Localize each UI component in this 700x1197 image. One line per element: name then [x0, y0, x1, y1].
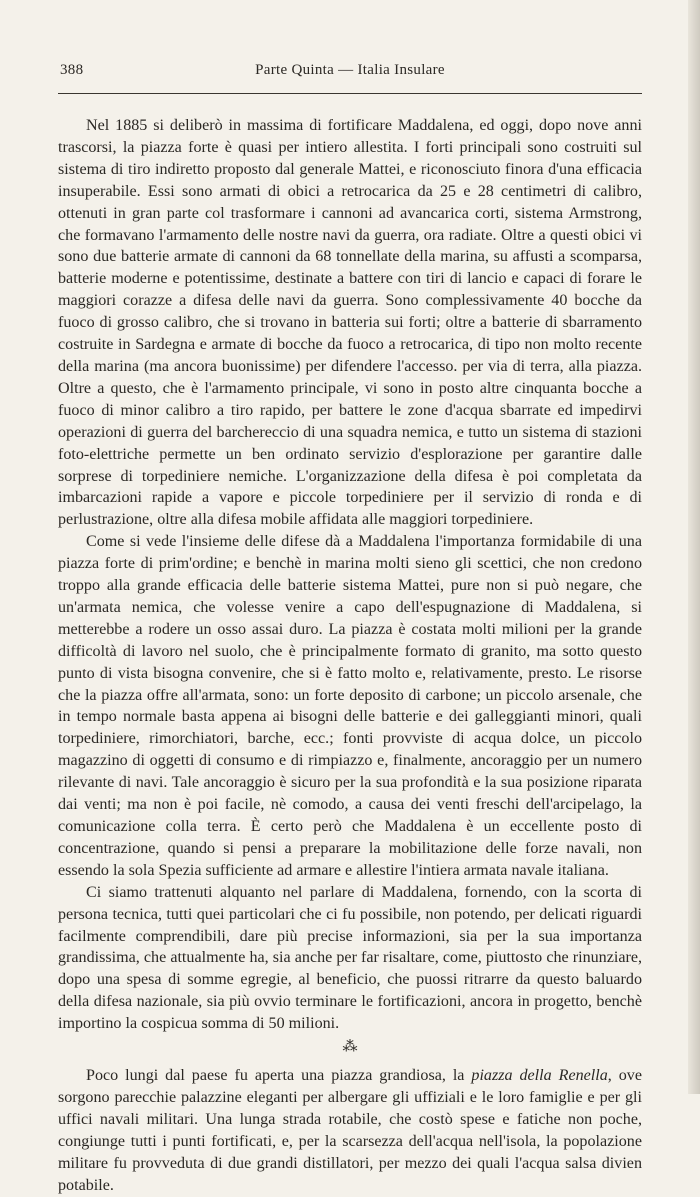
- paragraph-renella: [58, 1065, 642, 1196]
- page-edge-shadow: [688, 0, 700, 1094]
- paragraph-fortifications: Nel 1885 si deliberò in massima di fortificare Maddalena, ed oggi, dopo nove anni trascorsi, la piazza forte è quasi per intiero allestita. I forti principali sono costruiti sul sistema di tiro indiretto proposto dal generale Mattei, e riconosciuto finora d'una efficacia insuperabile. Essi sono armati di obici a retrocarica da 25 e 28 centimetri di calibro, ottenuti in gran parte col trasformare i cannoni ad avancarica corti, sistema Armstrong, che formavano l'armamento delle nostre navi da guerra, ora radiate. Oltre a questi obici vi sono due batterie armate di cannoni da 68 tonnellate della marina, su affusti a scomparsa, batterie moderne e potentissime, destinate a battere con tiri di lancio e capaci di forare le maggiori corazze a difesa delle navi da guerra. Sono complessivamente 40 bocche da fuoco di grosso calibro, che si trovano in batteria sui forti; oltre a batterie di sbarramento costruite in Sardegna e armate di bocche da fuoco a retrocarica, di tipo non molto recente della marina (ma ancora buonissime) per difendere l'accesso. per via di terra, alla piazza. Oltre a questo, che è l'armamento principale, vi sono in posto altre cinquanta bocche a fuoco di minor calibro a tiro rapido, per battere le zone d'acqua sbarrate ed impedirvi operazioni di guerra del barchereccio di una squadra nemica, e tutto un sistema di stazioni foto-elettriche permette un ben ordinato servizio d'esplorazione per garantire dalle sorprese di torpediniere nemiche. L'organizzazione della difesa è poi completata da imbarcazioni rapide a vapore e piccole torpediniere per il servizio di ronda e di perlustrazione, oltre alla difesa mobile affidata alle maggiori torpediniere.: [58, 117, 642, 529]
- renella-italic: piazza della Renella: [471, 1067, 608, 1085]
- page-number: 388: [60, 62, 84, 78]
- paragraph-details: Ci siamo trattenuti alquanto nel parlare di Maddalena, fornendo, con la scorta di persona tecnica, tutti quei particolari che ci fu possibile, non potendo, per delicati riguardi facilmente comprendibili, dare più precise informazioni, sia per la sua importanza grandissima, che attualmente ha, sia anche per far risaltare, come, piuttosto che rinunziare, dopo una spesa di somme egregie, al beneficio, che puossi ritrarre da questo baluardo della difesa nazionale, sia più ovvio terminare le fortificazioni, ancora in progetto, benchè importino la cospicua somma di 50 milioni.: [58, 883, 642, 1033]
- running-head: Parte Quinta — Italia Insulare: [255, 62, 445, 78]
- section-separator: ⁂: [342, 1039, 358, 1056]
- header-rule: [58, 93, 642, 94]
- page-header: [60, 62, 640, 86]
- renella-text-before: Poco lungi dal paese fu aperta una piazza grandiosa, la: [86, 1067, 472, 1085]
- renella-text-after: , ove sorgono parecchie palazzine eleganti per albergare gli uffiziali e le loro famiglie e per gli uffici navali militari. Una lunga strada rotabile, che costò spese e fatiche non poche, congiunge tutti i punti fortificati, e, per la scarsezza dell'acqua nell'isola, la popolazione militare fu provveduta di due grandi distillatori, per mezzo dei quali l'acqua salsa divien potabile.: [58, 1067, 642, 1194]
- page-body: [58, 115, 642, 1197]
- paragraph-defenses: Come si vede l'insieme delle difese dà a Maddalena l'importanza formidabile di una piazza forte di prim'ordine; e benchè in marina molti sieno gli scettici, che non credono troppo alla grande efficacia delle batterie sistema Mattei, pure non si può negare, che un'armata nemica, che volesse venire a capo dell'espugnazione di Maddalena, si metterebbe a rodere un osso assai duro. La piazza è costata molti milioni per la grande difficoltà di lavoro nel suolo, che è principalmente formato di granito, ma sotto questo punto di vista bisogna convenire, che si è fatto molto e, relativamente, presto. Le risorse che la piazza offre all'armata, sono: un forte deposito di carbone; un piccolo arsenale, che in tempo normale basta appena ai bisogni delle batterie e dei galleggianti minori, quali torpediniere, rimorchiatori, barche, ecc.; fonti provviste di acqua dolce, un piccolo magazzino di oggetti di consumo e di rimpiazzo e, finalmente, ancoraggio per un numero rilevante di navi. Tale ancoraggio è sicuro per la sua profondità e la sua posizione riparata dai venti; ma non è poi facile, nè comodo, a causa dei venti freschi dell'arcipelago, la comunicazione colla terra. È certo però che Maddalena è un eccellente posto di concentrazione, quando si pensi a preparare la mobilitazione delle forze navali, non essendo la sola Spezia sufficiente ad armare e allestire l'intiera armata navale italiana.: [58, 533, 642, 879]
